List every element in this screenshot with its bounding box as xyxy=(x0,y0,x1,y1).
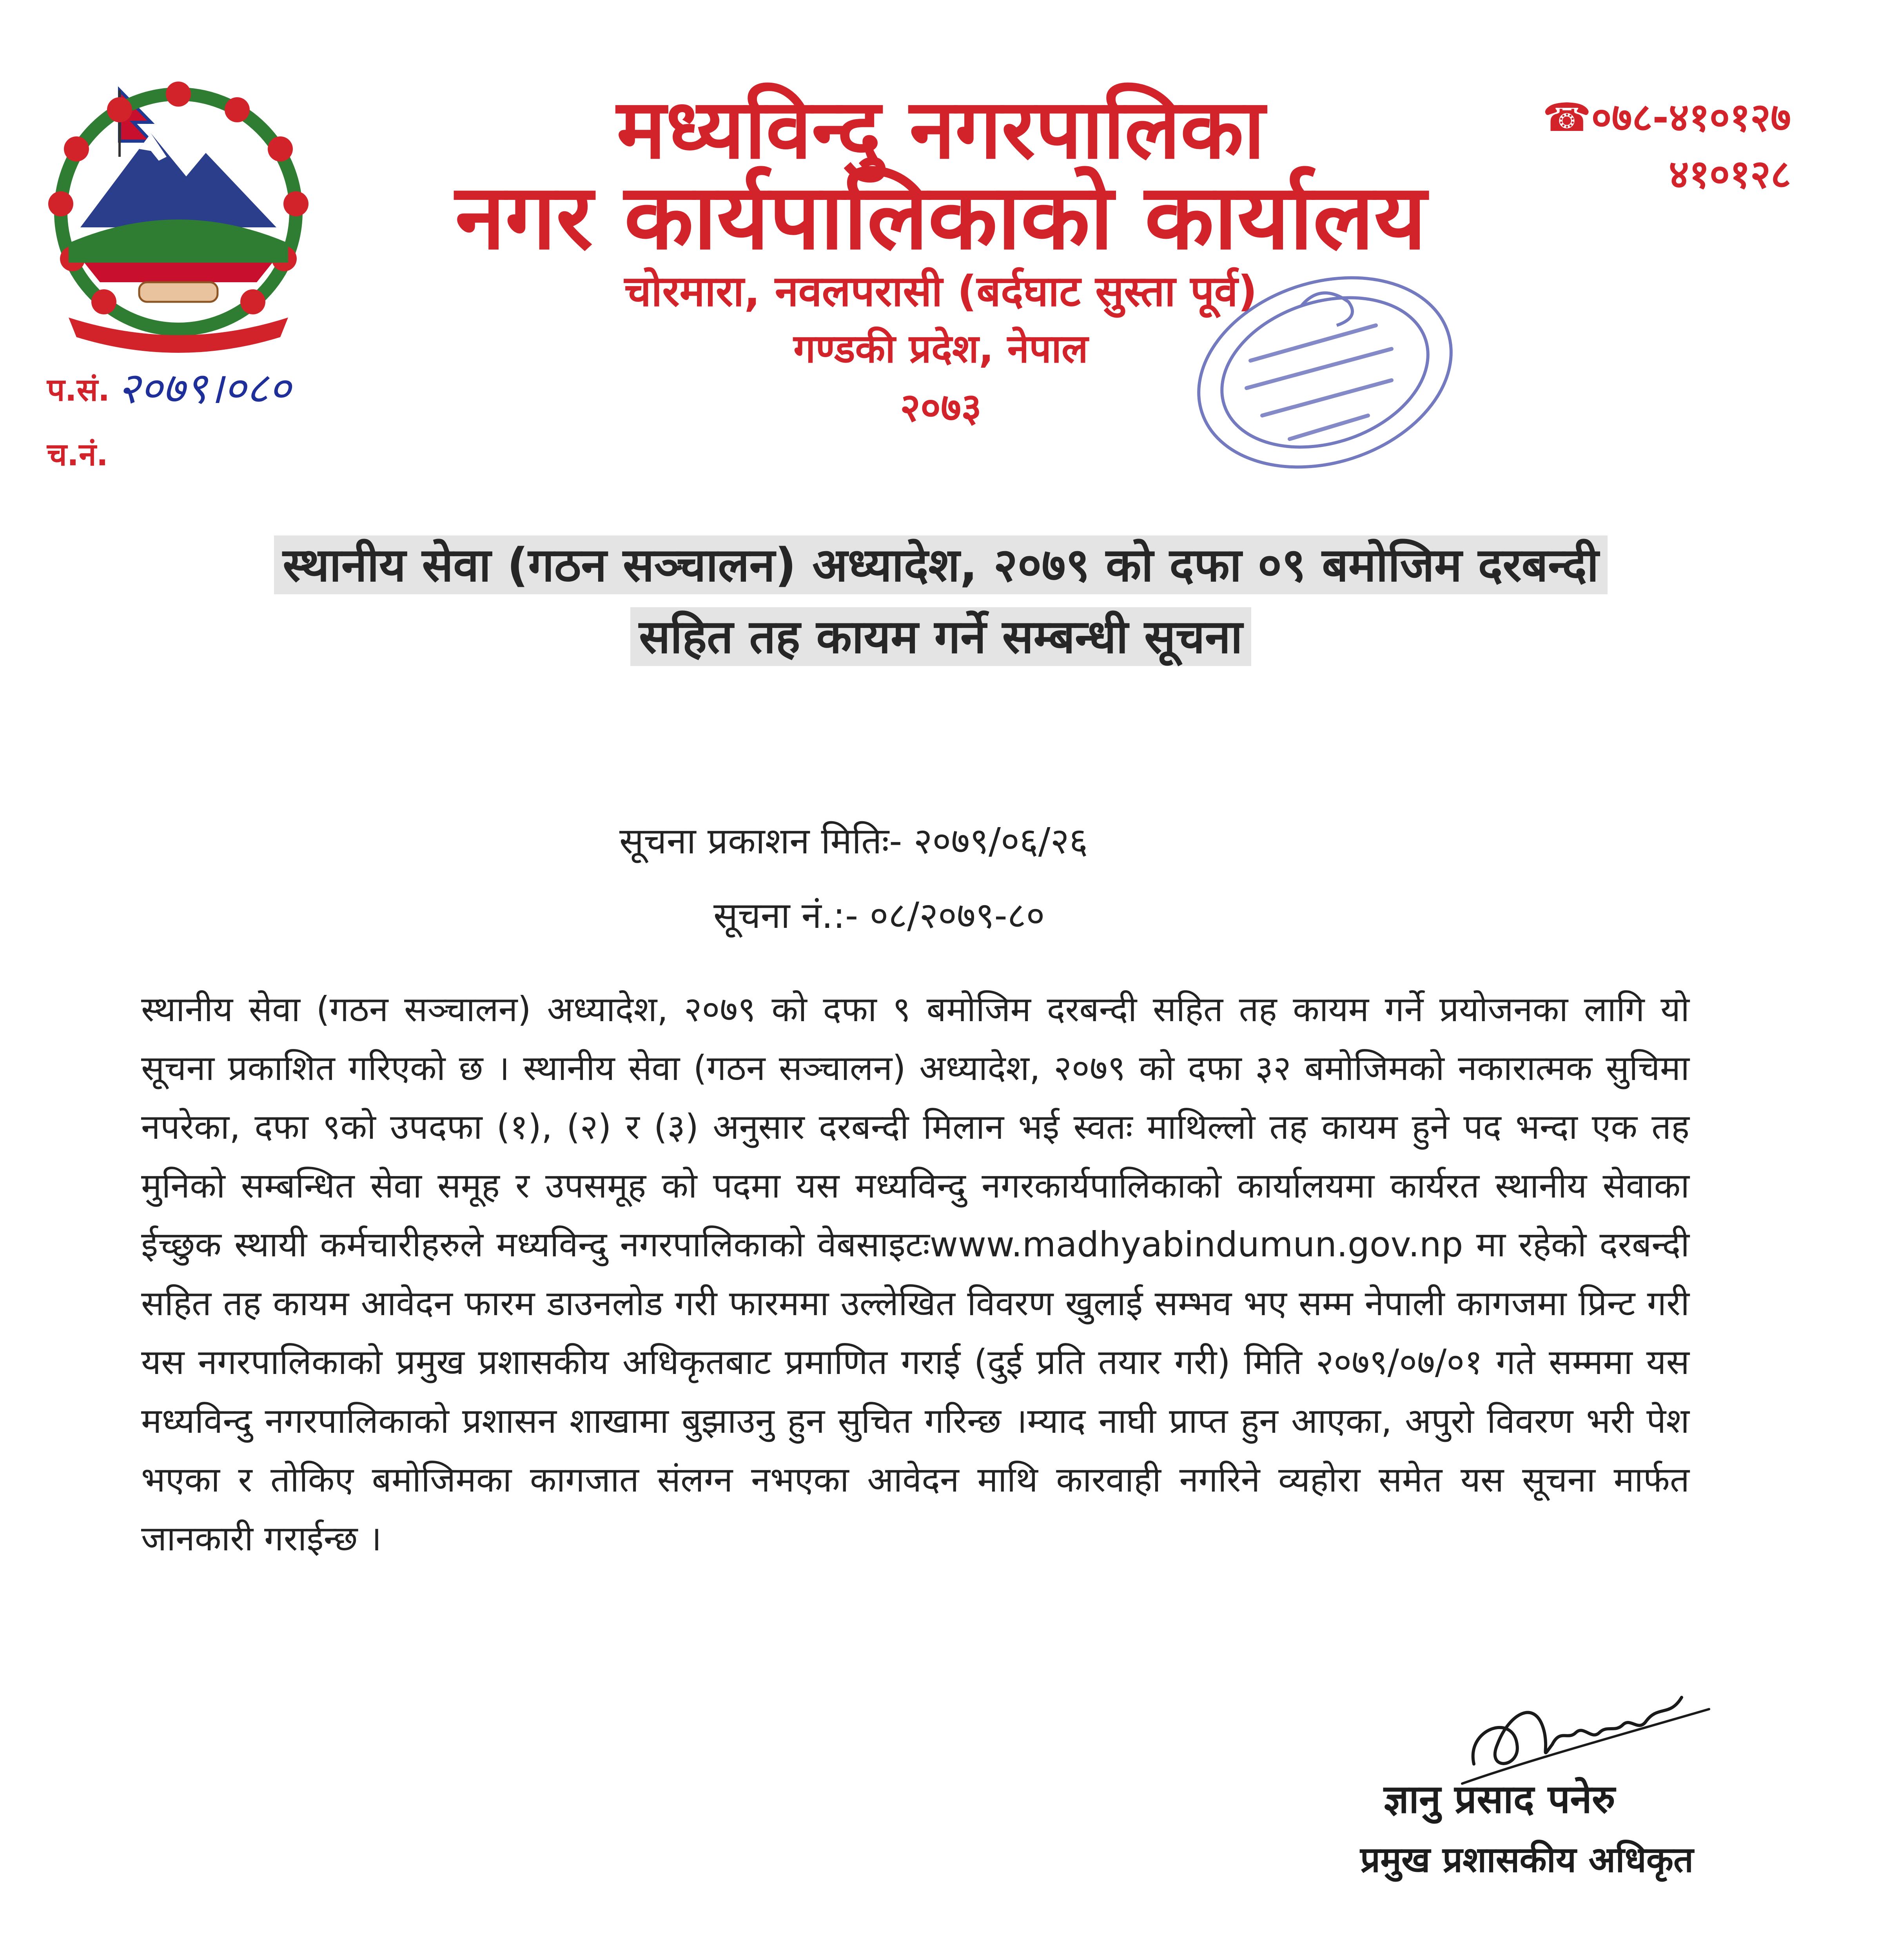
phone-number-2: ४१०१२८ xyxy=(1669,151,1791,197)
ref-cha-na-label: च.नं. xyxy=(47,436,108,473)
office-stamp-icon xyxy=(1172,259,1470,494)
signatory-name: ज्ञानु प्रसाद पनेरु xyxy=(1384,1776,1615,1822)
notice-body: स्थानीय सेवा (गठन सञ्चालन) अध्यादेश, २०७९ को दफा ९ बमोजिम दरबन्दी सहित तह कायम गर्ने प्रयोजनका लागि यो सूचना प्रकाशित गरिएको छ । स्थानीय सेवा (गठन सञ्चालन) अध्यादेश, २०७९ को दफा ३२ बमोजिमको नकारात्मक सुचिमा नपरेका, दफा ९को उपदफा (१), (२) र (३) अनुसार दरबन्दी मिलान भई स्वतः माथिल्लो तह कायम हुने पद भन्दा एक तह मुनिको सम्बन्धित सेवा समूह र उपसमूह को पदमा यस मध्यविन्दु नगरकार्यपालिकाको कार्यालयमा कार्यरत स्थानीय सेवाका ईच्छुक स्थायी कर्मचारीहरुले मध्यविन्दु नगरपालिकाको वेबसाइटःwww.madhyabindumun.gov.np मा रहेको दरबन्दी सहित तह कायम आवेदन फारम डाउनलोड गरी फारममा उल्लेखित विवरण खुलाई सम्भव भए सम्म नेपाली कागजमा प्रिन्ट गरी यस नगरपालिकाको प्रमुख प्रशासकीय अधिकृतबाट प्रमाणित गराई (दुई प्रति तयार गरी) मिति २०७९/०७/०१ गते सम्ममा यस मध्यविन्दु नगरपालिकाको प्रशासन शाखामा बुझाउनु हुन सुचित गरिन्छ ।म्याद नाघी प्राप्त हुन आएका, अपुरो विवरण भरी पेश भएका र तोकिए बमोजिमका कागजात संलग्न नभएका आवेदन माथि कारवाही नगरिने व्यहोरा समेत यस सूचना मार्फत जानकारी गराईन्छ । xyxy=(141,989,1689,1559)
office-address: चोरमारा, नवलपरासी (बर्दघाट सुस्ता पूर्व) xyxy=(624,267,1258,316)
phone-number-1: ☎०७८-४१०१२७ xyxy=(1542,94,1791,140)
ref-pa-sa-label: प.सं. xyxy=(47,372,110,408)
subject-line-2: सहित तह कायम गर्ने सम्बन्धी सूचना xyxy=(630,607,1251,666)
signatory-title: प्रमुख प्रशासकीय अधिकृत xyxy=(1360,1839,1694,1880)
publish-date-line xyxy=(619,820,1088,862)
notice-number-value: ०८/२०७९-८० xyxy=(869,895,1045,936)
office-title: नगर कार्यपालिकाको कार्यालय xyxy=(455,165,1426,270)
ref-number: २०७९।०८० xyxy=(118,363,291,413)
municipality-name: मध्यविन्दु नगरपालिका xyxy=(617,81,1265,177)
publish-date-value: २०७९/०६/२६ xyxy=(913,820,1088,862)
notice-number-line xyxy=(713,895,1045,936)
notice-subject xyxy=(157,529,1725,673)
nepal-emblem-icon xyxy=(22,78,335,353)
established-year: २०७३ xyxy=(900,385,982,430)
office-province: गण्डकी प्रदेश, नेपाल xyxy=(793,326,1088,372)
notice-number-label: सूचना नं.:- xyxy=(713,895,858,936)
subject-line-1: स्थानीय सेवा (गठन सञ्चालन) अध्यादेश, २०७९ को दफा ०९ बमोजिम दरबन्दी xyxy=(274,535,1607,594)
publish-date-label: सूचना प्रकाशन मितिः- xyxy=(619,820,902,862)
